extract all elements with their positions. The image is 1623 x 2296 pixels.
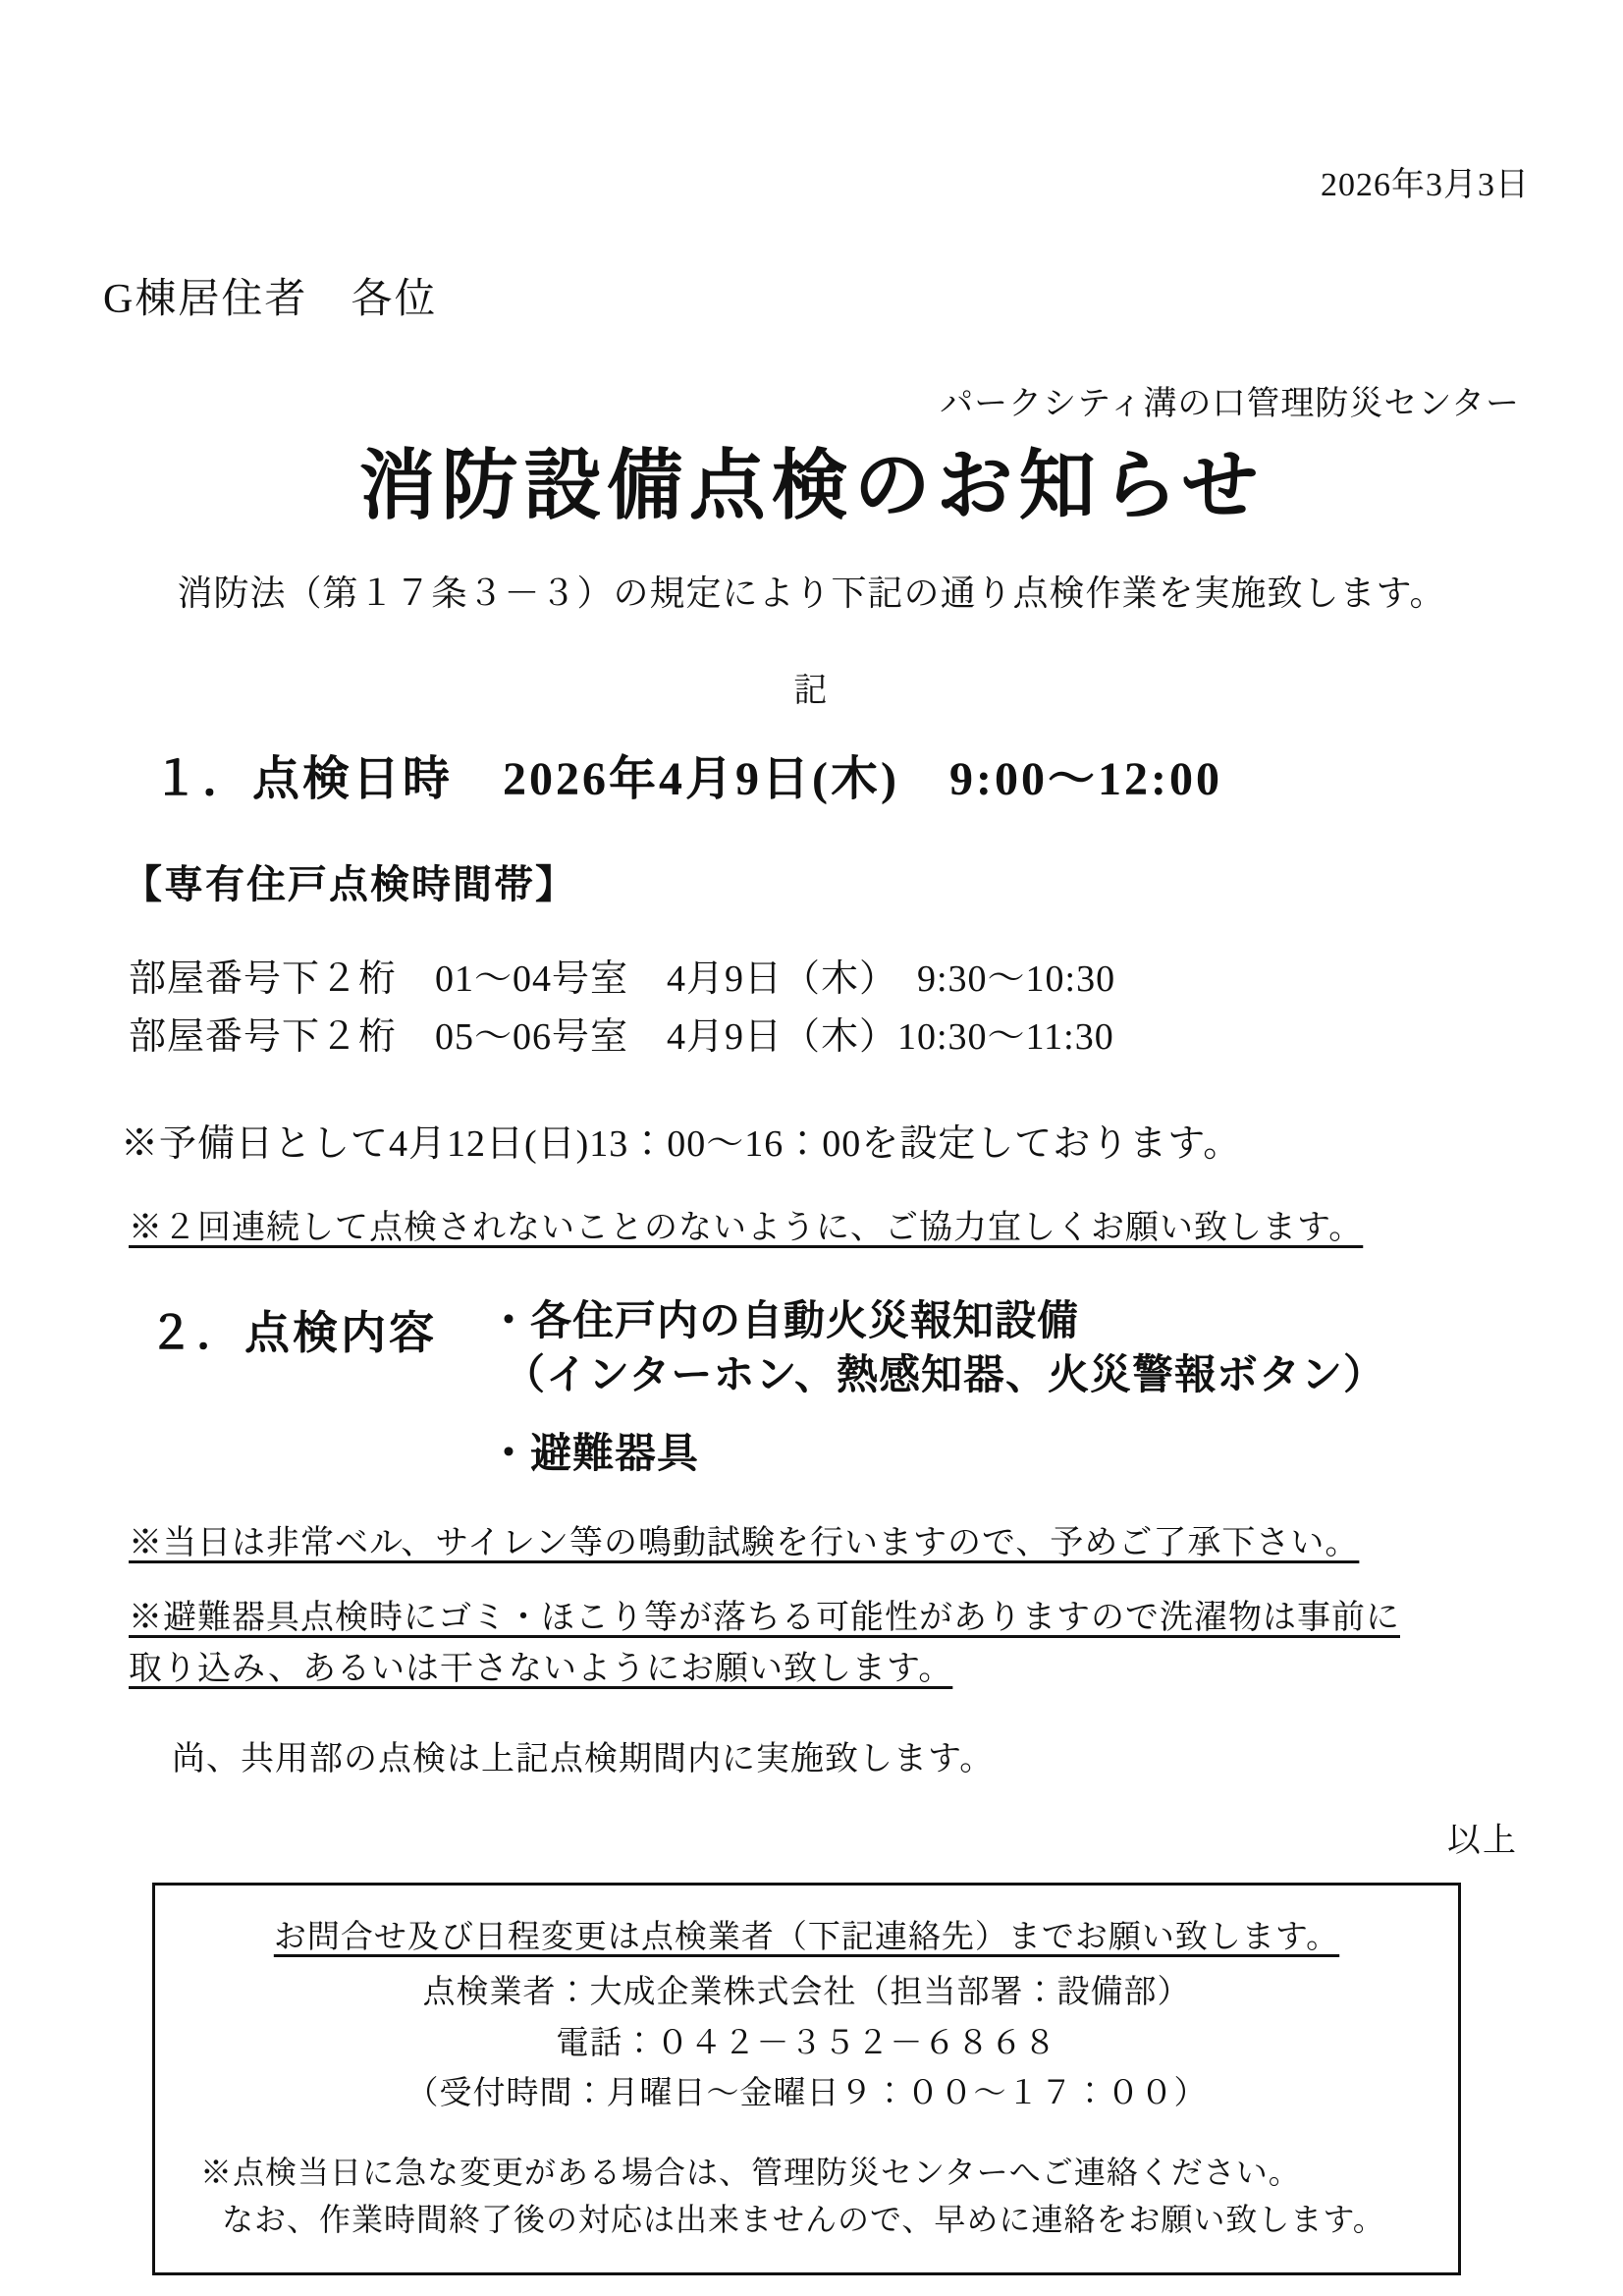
timeslot-list <box>93 951 1530 1066</box>
lead-paragraph: 消防法（第１７条３－３）の規定により下記の通り点検作業を実施致します。 <box>177 573 1446 613</box>
contact-box <box>152 1883 1461 2275</box>
cooperation-note: ※２回連続して点検されないことのないように、ご協力宜しくお願い致します。 <box>129 1210 1364 1247</box>
addressee: G棟居住者 各位 <box>103 277 438 322</box>
closing-note: 尚、共用部の点検は上記点検期間内に実施致します。 <box>172 1741 995 1778</box>
section2-items <box>488 1295 1385 1479</box>
section2-label: ２．点検内容 <box>148 1308 437 1359</box>
contact-company: 点検業者：大成企業株式会社（担当部署：設備部） <box>422 1975 1191 2011</box>
list-item: 部屋番号下２桁 05〜06号室 4月9日（木）10:30〜11:30 <box>129 1015 1114 1058</box>
contact-telephone: 電話：０４２－３５２－６８６８ <box>556 2025 1057 2061</box>
contact-heading: お問合せ及び日程変更は点検業者（下記連絡先）までお願い致します。 <box>273 1920 1340 1956</box>
contact-warning <box>173 2149 1440 2243</box>
list-item: 部屋番号下２桁 01〜04号室 4月9日（木） 9:30〜10:30 <box>129 957 1116 1000</box>
laundry-note <box>93 1593 1530 1696</box>
contact-warning-line2: なお、作業時間終了後の対応は出来ませんので、早めに連絡をお願い致します。 <box>222 2201 1385 2237</box>
ijou-marker: 以上 <box>1447 1823 1518 1860</box>
section-inspection-datetime: １．点検日時 2026年4月9日(木) 9:00〜12:00 <box>152 752 1222 805</box>
ki-marker: 記 <box>793 672 830 709</box>
page-title: 消防設備点検のお知らせ <box>358 443 1265 528</box>
private-unit-timeslot-heading: 【専有住戸点検時間帯】 <box>123 861 576 906</box>
list-item: （インターホン、熱感知器、火災警報ボタン） <box>504 1353 1385 1399</box>
reserve-day-note: ※予備日として4月12日(日)13：00〜16：00を設定しております。 <box>121 1123 1242 1166</box>
section-inspection-contents <box>93 1295 1530 1479</box>
document-date: 2026年3月3日 <box>1321 167 1530 203</box>
issuer: パークシティ溝の口管理防災センター <box>940 386 1520 422</box>
contact-hours: （受付時間：月曜日〜金曜日９：００〜１７：００） <box>406 2076 1208 2112</box>
laundry-note-line1: ※避難器具点検時にゴミ・ほこり等が落ちる可能性がありますので洗濯物は事前に <box>129 1599 1400 1636</box>
list-item: ・各住戸内の自動火災報知設備 <box>488 1299 1080 1345</box>
alarm-test-note: ※当日は非常ベル、サイレン等の鳴動試験を行いますので、予めご了承下さい。 <box>129 1524 1360 1561</box>
contact-warning-line1: ※点検当日に急な変更がある場合は、管理防災センターへご連絡ください。 <box>200 2154 1301 2190</box>
list-item: ・避難器具 <box>488 1431 700 1477</box>
laundry-note-line2: 取り込み、あるいは干さないようにお願い致します。 <box>129 1651 953 1688</box>
